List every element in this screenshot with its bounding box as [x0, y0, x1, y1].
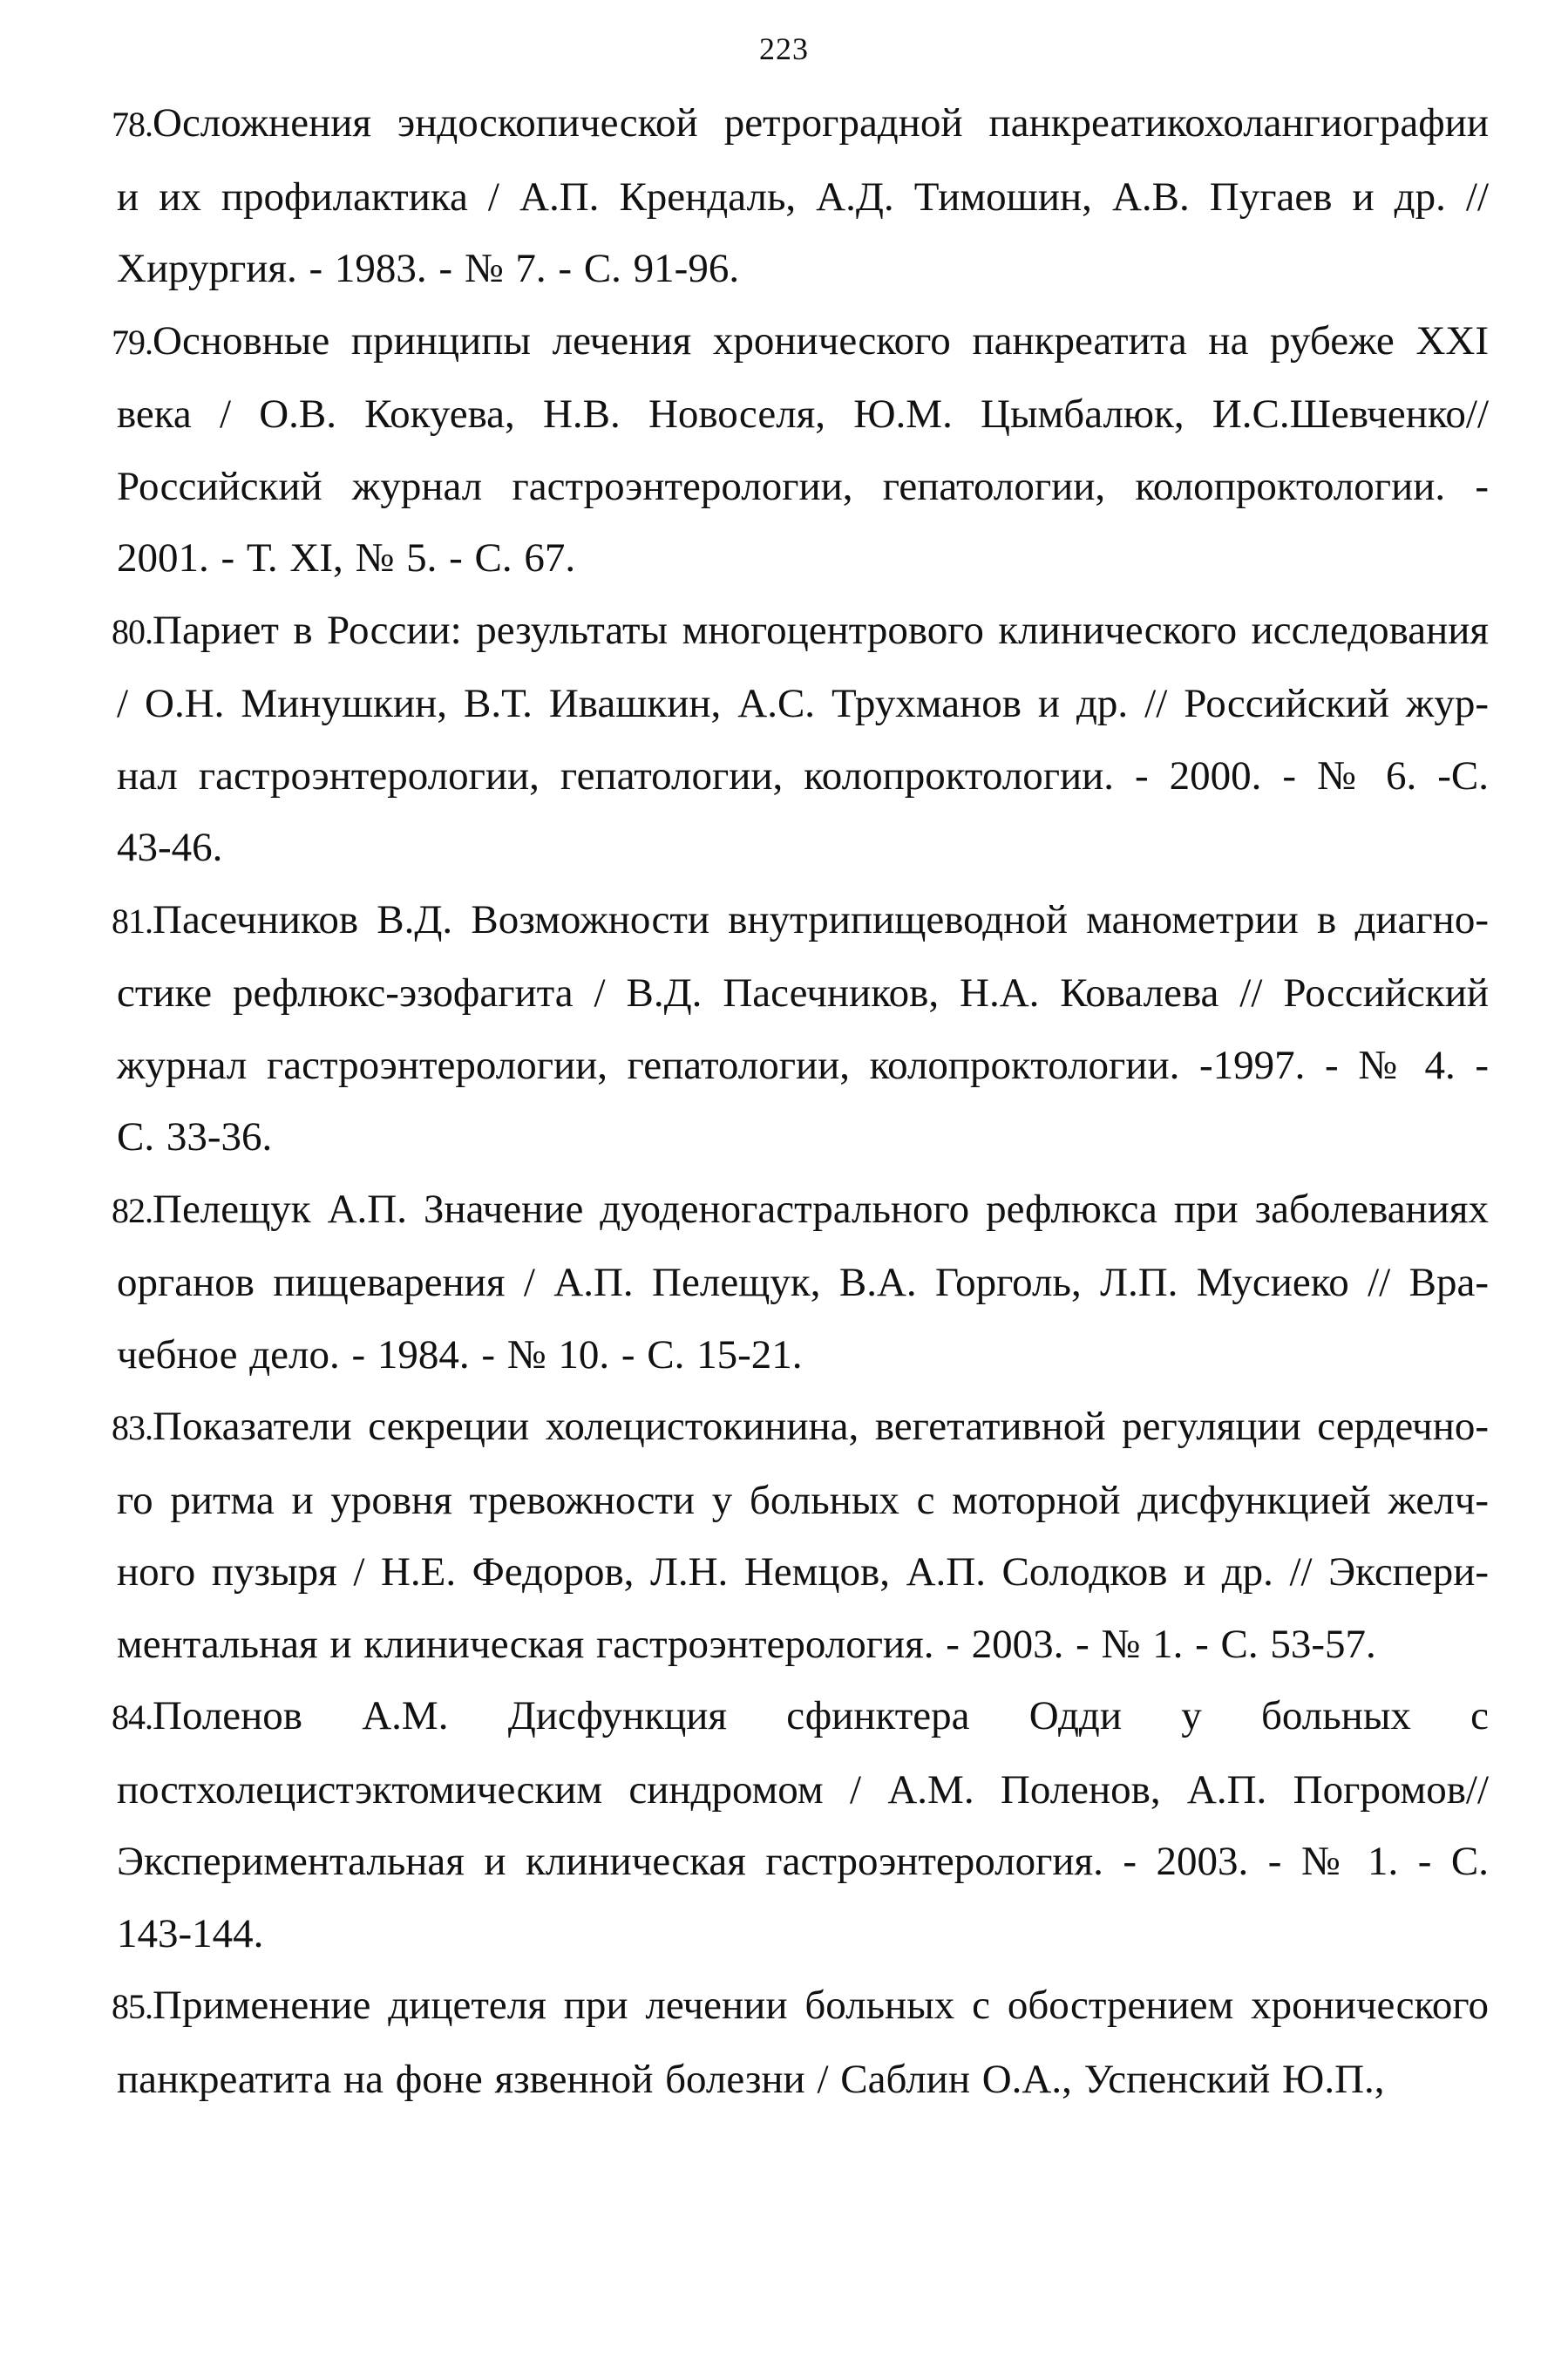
- reference-first-line: [112, 1391, 1489, 1465]
- reference-list: [112, 87, 1489, 2115]
- reference-text: Применение дицетеля при лечении больных с обострением хронического: [153, 1983, 1489, 2028]
- reference-line: Российский журнал гастроэнтерологии, гепатологии, колопроктологии. -: [117, 463, 1489, 509]
- reference-text: Основные принципы лечения хронического панкреатита на рубеже XXI: [153, 317, 1489, 364]
- reference-line: 43-46.: [117, 825, 223, 870]
- reference-line: стике рефлюкс-эзофагита / В.Д. Пасечников, Н.А. Ковалева // Российский: [117, 970, 1489, 1016]
- reference-line: ментальная и клиническая гастроэнтерология. - 2003. - № 1. - С. 53-57.: [117, 1621, 1376, 1667]
- reference-text: Поленов А.М. Дисфункция сфинктера Одди у больных с: [153, 1693, 1489, 1738]
- reference-line: журнал гастроэнтерологии, гепатологии, колопроктологии. -1997. - № 4. -: [117, 1042, 1489, 1088]
- reference-line: / О.Н. Минушкин, В.Т. Ивашкин, А.С. Трухманов и др. // Российский жур-: [117, 681, 1489, 726]
- reference-item: [112, 884, 1489, 1174]
- reference-line: и их профилактика / А.П. Крендаль, А.Д. Тимошин, А.В. Пугаев и др. //: [117, 173, 1489, 220]
- reference-line: чебное дело. - 1984. - № 10. - С. 15-21.: [117, 1331, 803, 1378]
- reference-item: [112, 305, 1489, 595]
- reference-number: 84.: [112, 1697, 153, 1737]
- reference-item: [112, 1680, 1489, 1970]
- reference-number: 81.: [112, 901, 153, 941]
- reference-line: 2001. - Т. XI, № 5. - С. 67.: [117, 535, 576, 581]
- reference-line: панкреатита на фоне язвенной болезни / Саблин О.А., Успенский Ю.П.,: [117, 2056, 1385, 2102]
- reference-line: века / О.В. Кокуева, Н.В. Новоселя, Ю.М. Цымбалюк, И.С.Шевченко//: [117, 391, 1489, 437]
- reference-item: [112, 595, 1489, 884]
- reference-item: [112, 1174, 1489, 1391]
- reference-text: Париет в России: результаты многоцентрового клинического исследования: [153, 607, 1489, 653]
- reference-text: Пелещук А.П. Значение дуоденогастрального рефлюкса при заболеваниях: [153, 1186, 1489, 1232]
- reference-text: Показатели секреции холецистокинина, вегетативной регуляции сердечно-: [153, 1404, 1489, 1449]
- reference-first-line: [112, 1970, 1489, 2044]
- reference-line: го ритма и уровня тревожности у больных с моторной дисфункцией желч-: [117, 1477, 1489, 1523]
- reference-line: ного пузыря / Н.Е. Федоров, Л.Н. Немцов, А.П. Солодков и др. // Экспери-: [117, 1549, 1489, 1595]
- reference-number: 79.: [112, 322, 153, 362]
- reference-line: нал гастроэнтерологии, гепатологии, колопроктологии. - 2000. - № 6. -С.: [117, 752, 1489, 799]
- reference-line: Экспериментальная и клиническая гастроэнтерология. - 2003. - № 1. - С.: [117, 1839, 1489, 1884]
- reference-first-line: [112, 1680, 1489, 1754]
- reference-first-line: [112, 1174, 1489, 1248]
- reference-text: Пасечников В.Д. Возможности внутрипищеводной манометрии в диагно-: [153, 896, 1489, 942]
- reference-number: 85.: [112, 1987, 153, 2026]
- reference-item: [112, 87, 1489, 305]
- reference-first-line: [112, 87, 1489, 161]
- reference-first-line: [112, 884, 1489, 958]
- reference-first-line: [112, 305, 1489, 379]
- reference-item: [112, 1970, 1489, 2115]
- reference-line: органов пищеварения / А.П. Пелещук, В.А. Горголь, Л.П. Мусиеко // Вра-: [117, 1260, 1489, 1305]
- reference-number: 83.: [112, 1408, 153, 1447]
- reference-number: 82.: [112, 1190, 153, 1230]
- reference-number: 78.: [112, 105, 153, 144]
- reference-item: [112, 1391, 1489, 1680]
- reference-line: С. 33-36.: [117, 1114, 273, 1160]
- reference-first-line: [112, 595, 1489, 669]
- reference-text: Осложнения эндоскопической ретроградной панкреатикохолангиографии: [153, 100, 1489, 146]
- reference-line: постхолецистэктомическим синдромом / А.М. Поленов, А.П. Погромов//: [117, 1766, 1489, 1813]
- page-number: 223: [759, 31, 809, 66]
- reference-line: Хирургия. - 1983. - № 7. - С. 91-96.: [117, 246, 740, 291]
- reference-number: 80.: [112, 611, 153, 651]
- reference-line: 143-144.: [117, 1910, 264, 1956]
